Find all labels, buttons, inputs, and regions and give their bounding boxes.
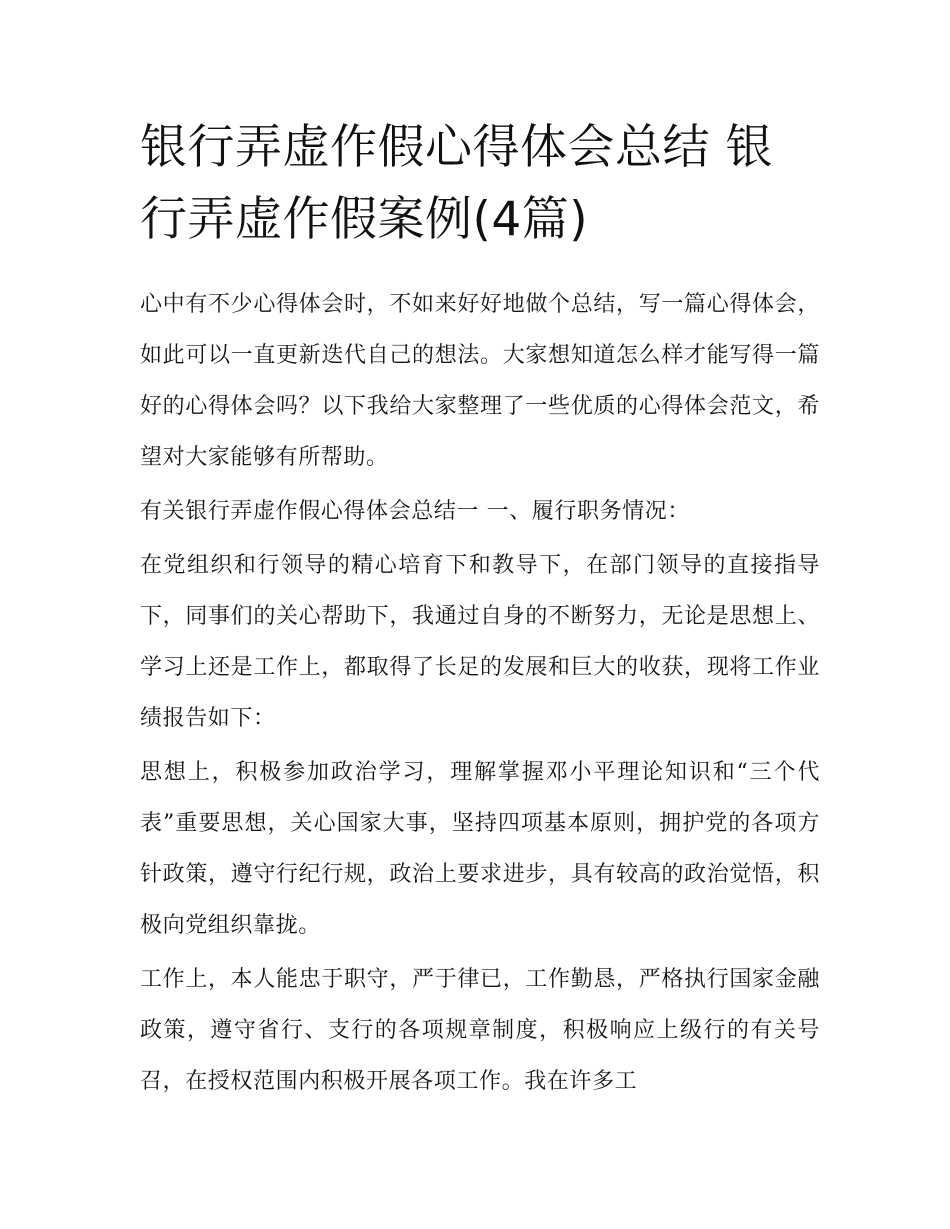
paragraph-duties: 在党组织和行领导的精心培育下和教导下，在部门领导的直接指导下，同事们的关心帮助下，我通过自身的不断努力，无论是思想上、学习上还是工作上，都取得了长足的发展和巨大的收获，现将工作业绩报告如下： [140, 553, 820, 731]
document-title: 银行弄虚作假心得体会总结 银行弄虚作假案例(4篇) [140, 120, 773, 247]
paragraph-ideology: 思想上，积极参加政治学习，理解掌握邓小平理论知识和“三个代表”重要思想，关心国家大事，坚持四项基本原则，拥护党的各项方针政策，遵守行纪行规，政治上要求进步，具有较高的政治觉悟，积极向党组织靠拢。 [140, 760, 820, 938]
document-body [140, 279, 820, 1110]
paragraph-work: 工作上，本人能忠于职守，严于律已，工作勤恳，严格执行国家金融政策，遵守省行、支行的各项规章制度，积极响应上级行的有关号召，在授权范围内积极开展各项工作。我在许多工 [140, 967, 820, 1094]
paragraph-section-heading: 有关银行弄虚作假心得体会总结一 一、履行职务情况： [140, 499, 690, 524]
paragraph-intro: 心中有不少心得体会时，不如来好好地做个总结，写一篇心得体会，如此可以一直更新迭代自己的想法。大家想知道怎么样才能写得一篇好的心得体会吗？以下我给大家整理了一些优质的心得体会范文，希望对大家能够有所帮助。 [140, 292, 820, 470]
